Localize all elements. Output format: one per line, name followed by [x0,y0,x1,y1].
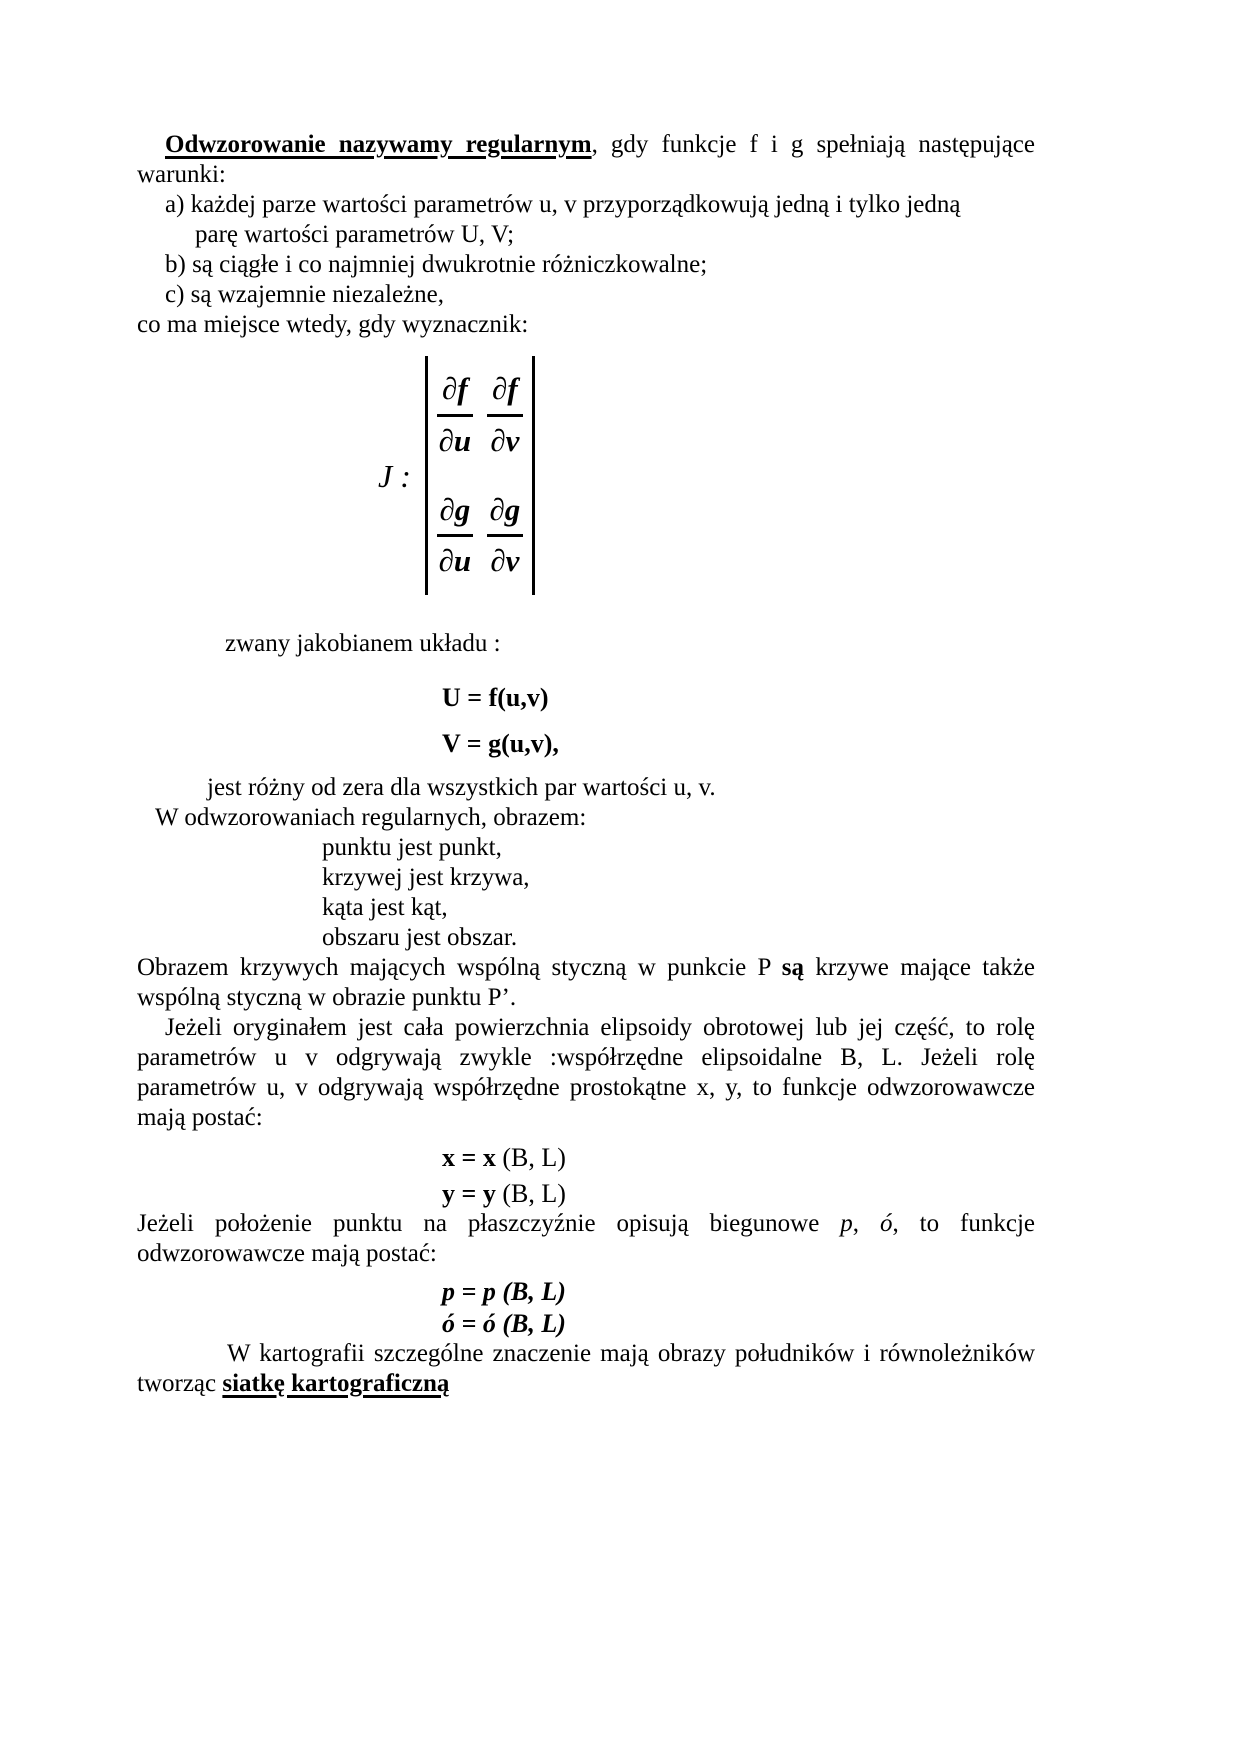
image-rule-point: punktu jest punkt, [322,834,502,861]
polar-part1: Jeżeli położenie punktu na płaszczyźnie opisują biegunowe [137,1210,841,1237]
condition-b: b) są ciągłe i co najmniej dwukrotnie różniczkowalne; [165,251,708,278]
ellipsoid-paragraph: Jeżeli oryginałem jest cała powierzchnia elipsoidy obrotowej lub jej część, to rolę parametrów u v odgrywają zwykle :współrzędne elipsoidalne B, L. Jeżeli rolę parametrów u, v odgrywają współrzędne prostokątne x, y, to funkcje odwzorowawcze mają postać: [137,1014,1035,1131]
closing-paragraph [137,1339,1035,1399]
fraction-rule [437,534,473,537]
condition-a-line2: parę wartości parametrów U, V; [195,221,515,248]
jacobian-matrix [425,356,535,595]
equation-V: V = g(u,v), [442,729,559,758]
equation-x-args: (B, L) [502,1143,566,1172]
partial-dg-dv [487,491,523,582]
polar-mid: , [852,1210,880,1237]
equation-y-lhs: y = y [442,1179,503,1208]
frac-denominator: ∂v [490,422,520,458]
closing-bold-underlined: siatkę kartograficzną [222,1370,450,1397]
document-content [137,130,1035,1399]
partial-df-dv [487,370,523,461]
polar-o-italic: ó [879,1210,893,1237]
frac-numerator: ∂g [439,491,471,527]
equation-y [442,1179,1035,1209]
jacobian-row-1 [437,370,523,461]
image-rule-angle: kąta jest kąt, [322,894,448,921]
frac-numerator: ∂g [489,491,521,527]
nonzero-note: jest różny od zera dla wszystkich par wartości u, v. [207,774,716,801]
image-rule-area: obszaru jest obszar. [322,924,518,951]
equation-o: ó = ó (B, L) [442,1309,566,1338]
frac-denominator: ∂u [438,422,472,458]
equation-x [442,1143,1035,1173]
partial-dg-du [437,491,473,582]
intro-lead-bold-underlined: Odwzorowanie nazywamy regularnym [165,131,592,158]
frac-denominator: ∂v [490,543,520,579]
frac-numerator: ∂f [492,371,518,406]
polar-paragraph [137,1209,1035,1269]
intro-paragraph [137,130,1035,190]
frac-numerator: ∂f [442,371,468,406]
equation-x-lhs: x = x [442,1143,503,1172]
tangent-part1: Obrazem krzywych mających wspólną styczną w punkcie P [137,954,782,981]
partial-df-du [437,370,473,461]
frac-denominator: ∂u [438,543,472,579]
jacobian-row-2 [437,491,523,582]
tangent-part2: krzywe mające także wspólną styczną w obrazie punktu P’. [137,954,1036,1011]
equation-p: p = p (B, L) [442,1277,566,1306]
fraction-rule [487,414,523,417]
tangent-paragraph [137,953,1035,1013]
fraction-rule [487,534,523,537]
determinant-intro: co ma miejsce wtedy, gdy wyznacznik: [137,311,529,338]
equation-U: U = f(u,v) [442,683,549,712]
tangent-bold-sa: są [781,954,805,981]
equation-y-args: (B, L) [502,1179,566,1208]
polar-part2: , to funkcje odwzorowawcze mają postać: [137,1210,1035,1267]
jacobian-determinant [378,356,1035,595]
jacobian-caption: zwany jakobianem układu : [225,630,501,657]
jacobian-symbol: J : [378,457,411,494]
closing-part1: W kartografii szczególne znaczenie mają obrazy południków i równoleżników tworząc [137,1340,1035,1397]
fraction-rule [437,414,473,417]
condition-c: c) są wzajemnie niezależne, [165,281,444,308]
images-intro: W odwzorowaniach regularnych, obrazem: [155,804,587,831]
image-rule-curve: krzywej jest krzywa, [322,864,530,891]
condition-a-line1: a) każdej parze wartości parametrów u, v przyporządkowują jedną i tylko jedną [165,191,961,218]
intro-rest: , gdy funkcje f i g spełniają następujące warunki: [137,131,1035,188]
polar-p-italic: p [840,1210,853,1237]
